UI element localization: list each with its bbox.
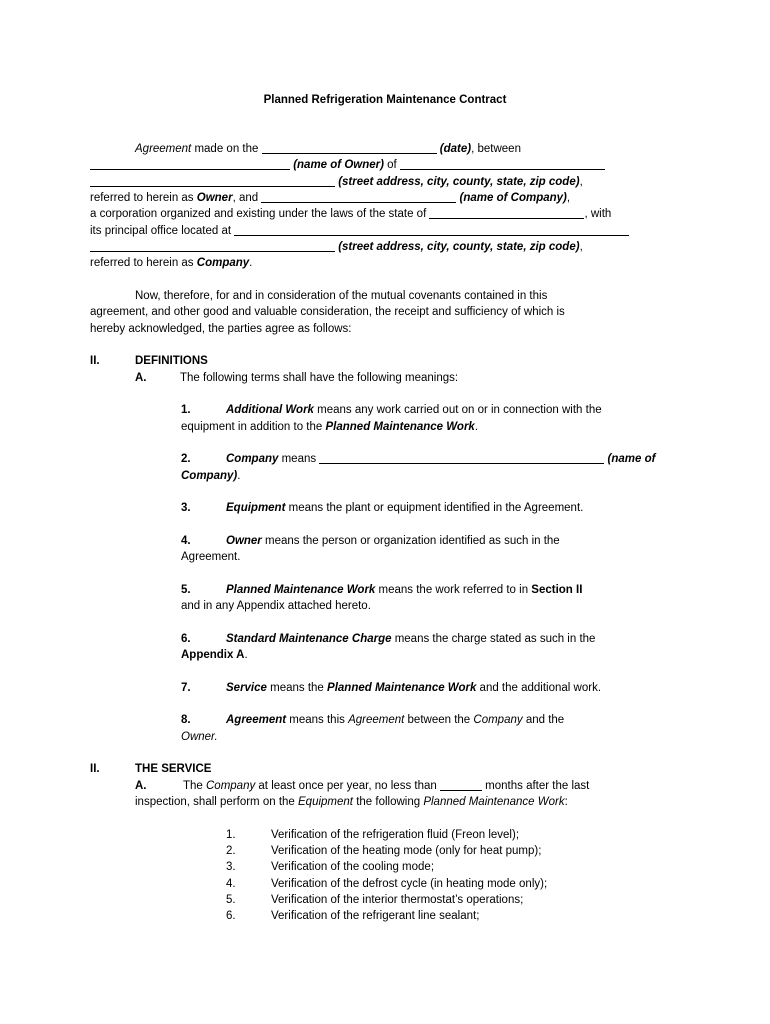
text-run: hereby acknowledged, the parties agree as follows: <box>90 322 352 335</box>
text-run: of <box>383 159 400 172</box>
text-run: (date) <box>439 142 472 155</box>
text-run: referred to herein as <box>90 257 197 270</box>
text-run: Verification of the cooling mode; <box>271 861 435 874</box>
text-run: . <box>474 420 479 433</box>
text-run: Owner. <box>181 730 218 743</box>
item-number: 6. <box>226 910 236 923</box>
service-item-3 <box>226 859 680 875</box>
text-run: (name of Owner) <box>293 159 384 172</box>
text-run: (street address, city, county, state, zip code) <box>338 175 580 188</box>
fill-in-blank <box>234 235 629 236</box>
item-number: 2. <box>226 845 236 858</box>
fill-in-blank <box>262 153 437 154</box>
service-item-1 <box>226 827 680 843</box>
definition-item-8 <box>181 712 680 745</box>
fill-in-blank <box>319 463 604 464</box>
text-run: means <box>278 453 320 466</box>
definition-item-3 <box>181 500 680 516</box>
item-number: 7. <box>181 681 191 694</box>
text-run: (street address, city, county, state, zip code) <box>338 240 580 253</box>
text-run: and in any Appendix attached hereto. <box>181 600 371 613</box>
definition-item-5 <box>181 582 680 615</box>
text-run: Company <box>473 714 523 727</box>
text-run: Company) <box>181 469 238 482</box>
item-number: 2. <box>181 453 191 466</box>
text-run: Standard Maintenance Charge <box>226 632 392 645</box>
text-run: Service <box>226 681 267 694</box>
item-number: II. <box>90 355 100 368</box>
text-run: means the <box>266 681 328 694</box>
fill-in-blank <box>90 169 290 170</box>
item-number: 1. <box>181 404 191 417</box>
text-run: made on the <box>191 142 262 155</box>
text-run: the following <box>353 796 424 809</box>
definition-item-7 <box>181 680 680 696</box>
text-run: and the additional work. <box>476 681 602 694</box>
item-number: 4. <box>226 877 236 890</box>
definition-item-1 <box>181 402 680 435</box>
item-number: A. <box>135 779 147 792</box>
text-run: Owner <box>196 191 233 204</box>
text-run: and the <box>522 714 565 727</box>
text-run: Agreement. <box>181 551 241 564</box>
clause-a-service <box>135 778 680 811</box>
text-run: means the person or organization identified as such in the <box>261 534 560 547</box>
clause-a-definitions <box>135 370 680 386</box>
text-run: Equipment <box>226 502 286 515</box>
text-run: Company <box>206 779 256 792</box>
text-run: Owner <box>226 534 262 547</box>
text-run: at least once per year, no less than <box>255 779 440 792</box>
text-run: Planned Maintenance Work <box>226 583 376 596</box>
text-run: Planned Maintenance Work <box>327 681 477 694</box>
recitals-paragraph <box>90 288 680 337</box>
item-number: 1. <box>226 828 236 841</box>
text-run: means the charge stated as such in the <box>391 632 596 645</box>
fill-in-blank <box>90 186 335 187</box>
text-run: , between <box>471 142 521 155</box>
service-item-4 <box>226 876 680 892</box>
text-run: months after the last <box>481 779 590 792</box>
text-run: , <box>566 191 571 204</box>
text-run: . <box>244 649 248 662</box>
text-run: equipment in addition to the <box>181 420 326 433</box>
fill-in-blank <box>440 790 482 791</box>
definition-item-4 <box>181 533 680 566</box>
text-run: , and <box>232 191 262 204</box>
text-run: . <box>237 469 241 482</box>
text-run: (name of Company) <box>459 191 567 204</box>
text-run: The <box>180 779 206 792</box>
contract-title: Planned Refrigeration Maintenance Contract <box>263 94 507 106</box>
text-run: a corporation organized and existing under the laws of the state of <box>90 208 430 221</box>
service-item-2 <box>226 843 680 859</box>
fill-in-blank <box>90 251 335 252</box>
item-number: 8. <box>181 714 191 727</box>
text-run: DEFINITIONS <box>135 355 208 368</box>
service-item-6 <box>226 908 680 924</box>
item-number: 5. <box>181 583 191 596</box>
text-run: : <box>564 796 568 809</box>
text-run: agreement, and other good and valuable consideration, the receipt and sufficiency of which is <box>90 306 565 319</box>
item-number: 4. <box>181 534 191 547</box>
text-run: Verification of the defrost cycle (in heating mode only); <box>271 877 548 890</box>
section-heading-service <box>90 761 680 777</box>
text-run: , <box>579 240 583 253</box>
text-run: Appendix A <box>181 649 245 662</box>
text-run: Verification of the refrigeration fluid (Freon level); <box>271 828 520 841</box>
item-number: A. <box>135 371 147 384</box>
item-number: 6. <box>181 632 191 645</box>
text-run: Company <box>226 453 279 466</box>
definition-item-2 <box>181 451 680 484</box>
text-run: Verification of the interior thermostat’s operations; <box>271 894 524 907</box>
text-run: means any work carried out on or in connection with the <box>313 404 602 417</box>
intro-paragraph <box>90 141 680 272</box>
text-run: referred to herein as <box>90 191 197 204</box>
fill-in-blank <box>429 218 584 219</box>
text-run: , with <box>584 208 612 221</box>
text-run: means the work referred to in <box>375 583 532 596</box>
section-heading-definitions <box>90 353 680 369</box>
item-number: 5. <box>226 894 236 907</box>
text-run: Company <box>196 257 250 270</box>
text-run: Verification of the refrigerant line sealant; <box>271 910 480 923</box>
text-run: Additional Work <box>226 404 314 417</box>
fill-in-blank <box>400 169 605 170</box>
item-number: 3. <box>226 861 236 874</box>
text-run: means the plant or equipment identified in the Agreement. <box>285 502 584 515</box>
text-run: , <box>579 175 583 188</box>
document-body <box>90 141 680 925</box>
text-run: Equipment <box>298 796 353 809</box>
definition-item-6 <box>181 631 680 664</box>
text-run: . <box>249 257 253 270</box>
text-run: Now, therefore, for and in consideration of the mutual covenants contained in this <box>135 289 548 302</box>
fill-in-blank <box>261 202 456 203</box>
item-number: II. <box>90 763 100 776</box>
text-run: THE SERVICE <box>135 763 212 776</box>
text-run: Agreement <box>348 714 405 727</box>
text-run: Agreement <box>226 714 287 727</box>
text-run: Agreement <box>135 142 192 155</box>
text-run: (name of <box>607 453 656 466</box>
text-run: between the <box>404 714 474 727</box>
text-run: The following terms shall have the following meanings: <box>180 371 459 384</box>
text-run: its principal office located at <box>90 224 235 237</box>
text-run: inspection, shall perform on the <box>135 796 299 809</box>
text-run: Verification of the heating mode (only for heat pump); <box>271 845 542 858</box>
text-run: Planned Maintenance Work <box>423 796 565 809</box>
text-run: means this <box>286 714 349 727</box>
item-number: 3. <box>181 502 191 515</box>
text-run: Planned Maintenance Work <box>325 420 475 433</box>
service-item-5 <box>226 892 680 908</box>
text-run: Section II <box>531 583 583 596</box>
